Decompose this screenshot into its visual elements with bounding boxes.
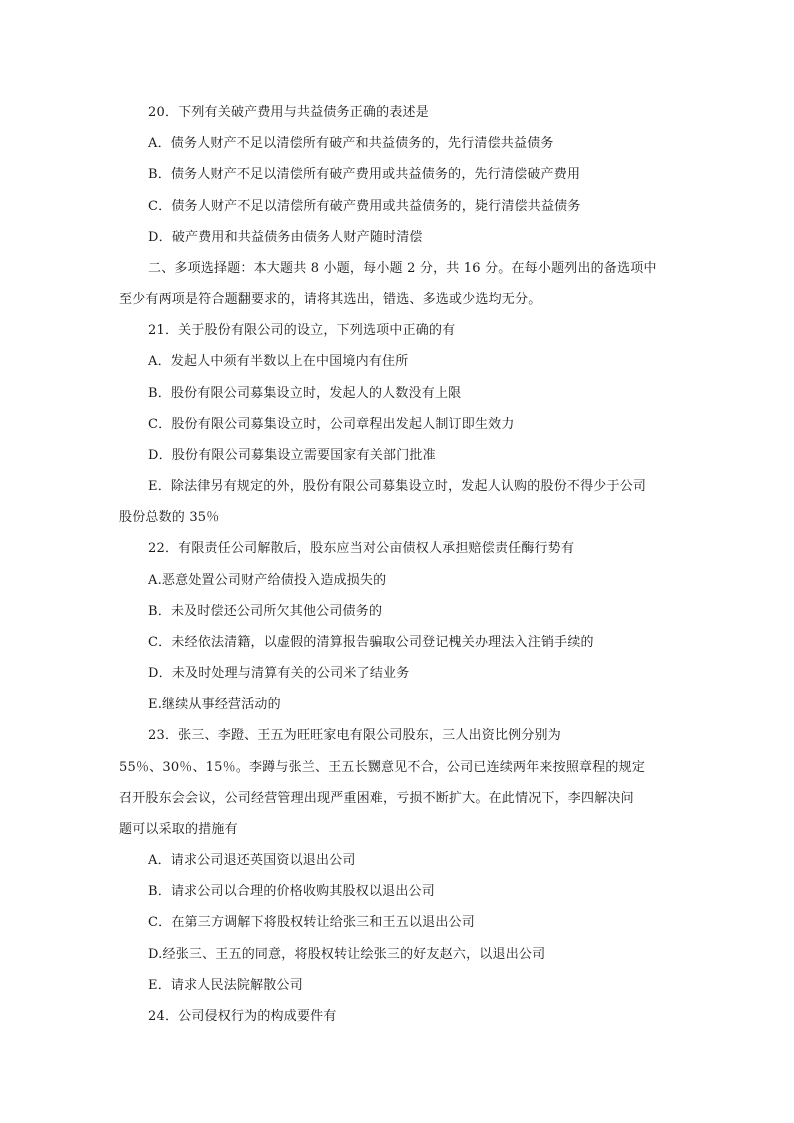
option-20b: B．债务人财产不足以清偿所有破产费用或共益债务的，先行清偿破产费用: [148, 167, 581, 182]
option-23a: A．请求公司退还英国资以退出公司: [148, 853, 356, 868]
option-23b: B．请求公司以合理的价格收购其股权以退出公司: [148, 884, 435, 899]
option-20a: A．债务人财产不足以清偿所有破产和共益债务的，先行清偿共益债务: [148, 136, 554, 151]
question-21: 21．关于股份有限公司的设立，下列选项中正确的有: [148, 323, 456, 338]
option-21b: B．股份有限公司募集设立时，发起人的人数没有上限: [148, 386, 462, 401]
option-23d: D.经张三、王五的同意，将股权转让绘张三的好友赵六，以退出公司: [148, 947, 546, 962]
option-22e: E.继续从事经营活动的: [148, 697, 281, 712]
question-24: 24．公司侵权行为的构成要件有: [148, 1009, 337, 1024]
option-23c: C．在第三方调解下将股权转让给张三和王五以退出公司: [148, 915, 475, 930]
section-heading-continued: 至少有两项是符合题翻要求的，请将其选出，错选、多选或少选均无分。: [119, 292, 542, 307]
question-23-line-3: 召开股东会会议，公司经营管理出现严重困难，亏损不断扩大。在此情况下，李四解决问: [119, 791, 634, 806]
option-22c: C．未经依法清籍，以虚假的清算报告骗取公司登记槐关办理法入注销手续的: [148, 635, 594, 650]
question-23-line-4: 题可以采取的措施有: [119, 822, 238, 837]
option-22d: D．未及时处理与清算有关的公司米了结业务: [148, 666, 410, 681]
option-22a: A.恶意处置公司财产给债投入造成损失的: [148, 573, 387, 588]
option-23e: E．请求人民法院解散公司: [148, 978, 303, 993]
option-21e: E．除法律另有规定的外，股份有限公司募集设立时，发起人认购的股份不得少于公司: [148, 479, 647, 494]
question-22: 22．有限责任公司解散后，股东应当对公亩债权人承担赔偿责任酶行势有: [148, 541, 575, 556]
option-21d: D．股份有限公司募集设立需要国家有关部门批准: [148, 448, 436, 463]
option-21c: C．股份有限公司募集设立时，公司章程出发起人制订即生效力: [148, 417, 515, 432]
question-23: 23．张三、李蹬、王五为旺旺家电有限公司股东，三人出资比例分别为: [148, 728, 561, 743]
question-23-line-2: 55％、30％、15％。李蹲与张兰、王五长嬲意见不合，公司已连续两年来按照章程的规定: [119, 760, 646, 775]
option-22b: B．未及时偿还公司所欠其他公司债务的: [148, 604, 383, 619]
option-21e-continued: 股份总数的 35％: [119, 510, 220, 525]
option-21a: A．发起人中须有半数以上在中国境内有住所: [148, 354, 409, 369]
section-heading-multiple-choice: 二、多项选择题：本大题共 8 小题，每小题 2 分，共 16 分。在每小题列出的备选项中: [148, 261, 657, 276]
option-20c: C．债务人财产不足以清偿所有破产费用或共益债务的，毙行清偿共益债务: [148, 199, 581, 214]
question-20: 20．下列有关破产费用与共益债务正确的表述是: [148, 105, 429, 120]
option-20d: D．破产费用和共益债务由债务人财产随时清偿: [148, 230, 423, 245]
